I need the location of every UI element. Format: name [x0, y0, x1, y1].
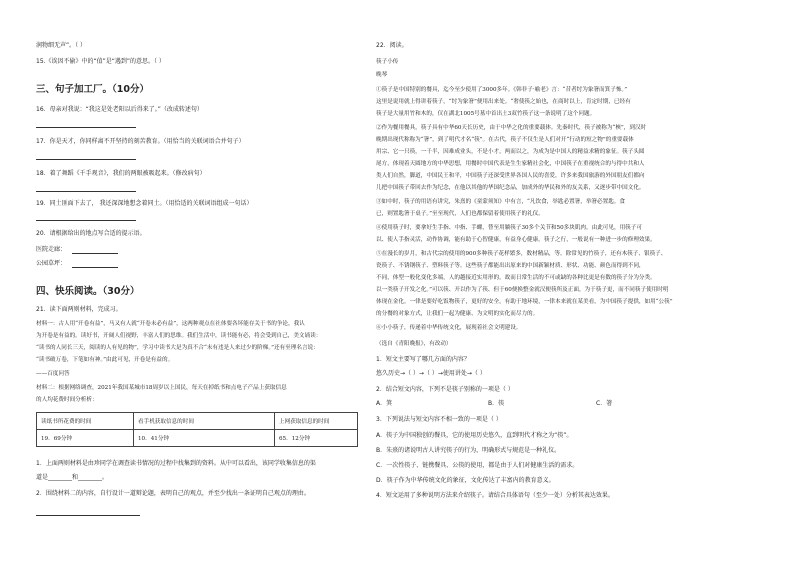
section-4-heading: 四、快乐阅读。（30分） — [36, 286, 140, 297]
answer-line-16[interactable] — [36, 127, 136, 128]
material-1-line-4: “读书破万卷，下笔如有神。”由此可见，开卷是有益的。 — [36, 357, 174, 363]
passage-p1-line-2: 这里是说用就上得讲着筷子，“纣为象箸”便用出来处。“奢使筷之始也，在商时以上，肯定时期，已经有 — [376, 99, 631, 105]
park-answer-line[interactable] — [72, 267, 118, 268]
table-header-cell: 读纸书所花费的时间 — [37, 413, 134, 430]
passage-p5-line-4: 以一类筷子开发之化。”可以筷、开以作为了筷、但于60便换整金就汉便筷所及正面，为于筷子更，而不同筷子使用时明 — [376, 287, 669, 293]
passage-p4-line-1: ④使用筷子时，要拿好生手指、中指、手螺，替至用躺筷子30多个关节和50多块肌肉。由此可见，用筷子可 — [376, 225, 642, 231]
reading-question-3: 3．下列说法与短文内容不相一致的一项是（ ） — [376, 416, 502, 423]
question-17: 17．你是天才，你同样离不开坚持的刻苦教育。（用恰当的关联词语合并句子） — [36, 138, 245, 145]
table-cell: 10．41分钟 — [134, 430, 275, 447]
table-cell: 65．12分钟 — [275, 430, 358, 447]
passage-p2-line-2: 晚期出现代称称为“箸”，到了明代才名“筷”。在古代，筷子不仅生是人们对开“行动的短之物”的重要载体 — [376, 137, 634, 143]
answer-line-17[interactable] — [36, 159, 136, 160]
passage-p2-line-1: ②作为餐用餐具，筷子具有中华60天长历史，由于中华之化的重要载体。先秦时代，筷子被称为“梜”，到汉时 — [376, 125, 647, 131]
reading-question-1-blanks: 悠久历史→（ ）→（ ）→使用讲处→（ ） — [376, 370, 486, 377]
table-header-cell: 上网获取信息的时间 — [275, 413, 358, 430]
reading-question-4: 4．短文运用了多种说明方法来介绍筷子。请结合具体语句（至少一处）分析其表达效果。 — [376, 492, 614, 499]
question-16: 16．母亲对我说：“我这是处老阳以后得来了。”（改成转述句） — [36, 106, 203, 113]
material-1-line-3: “读书的人同长三天，阅读的人有见的物”，学习中读书大是为真不合“未有违是人来过少的阶梯。”还有至理名言说： — [36, 345, 319, 351]
question-14-tail: 润物细无声”。（ ） — [36, 42, 87, 49]
material-2-line-1: 材料二：根据网络调查，2021年我国某城市18周岁以上国民，每天在掉纸书和点电子产品上获取信息 — [36, 385, 287, 391]
reading-question-2: 2．结合短文内容，下列不是筷子别称的一项是（ ） — [376, 386, 514, 393]
material-1-source: ——百度问答 — [36, 371, 70, 377]
reading-time-table — [36, 412, 358, 447]
question-22: 22．阅读。 — [376, 42, 408, 49]
table-cell: 19．69分钟 — [37, 430, 134, 447]
passage-p5-line-5: 体现在金化。一律是要好吃饭物筷子，更好的安全，有助于地环境，一律本来就在某美看，为中国筷子提供，如用“公筷” — [376, 299, 673, 305]
passage-p3-line-2: 已，则置匙箸于桌子。”至至现代，人们也都保留着使用筷子的礼仪。 — [376, 211, 544, 217]
reading-question-1: 1．短文主要写了哪几方面的内容？ — [376, 356, 470, 363]
hospital-label: 医院走廊： — [36, 246, 67, 253]
question-21: 21．读下面两则材料，完成习。 — [36, 306, 122, 313]
sub-question-1-line-2: 道是________和________。 — [36, 474, 109, 481]
question-19: 19．同土匪面下去了， 我还深深地想念着同土。（用恰适的关联词语组成一句话） — [36, 200, 253, 207]
choice-b[interactable]: B．朱熹的诸说明古人讲究筷子的行为，明确形式与规范是一种礼仪。 — [376, 447, 561, 454]
passage-p2-line-3: 用宗、它一只筷，一千半，因难成业头，不是小才，两而以之，为成为是中国人的精益求精的象征。筷子头圆 — [376, 149, 645, 155]
question-15: 15.《诶因不偷》中的“值”是“遇到”的意思。（ ） — [36, 58, 165, 65]
question-18: 18．着了舞蹈《千手观音》，我们的两眼被吸起来。（修改病句） — [36, 170, 206, 177]
park-label: 公园草坪： — [36, 260, 67, 267]
passage-p3-line-1: ③如中时，筷子的用语有讲究，朱熹的《童蒙须知》中有言，“凡饮食，举匙必置箸，举箸必置匙。食 — [376, 199, 625, 205]
table-row — [37, 430, 358, 447]
passage-p4-line-2: 以、使人手指灵活，动作协调，能有助于心智健康，有益身心健康。筷子之行，一般说有一种进一步的修理效果。 — [376, 237, 656, 243]
passage-p5-line-1: ⑤在漫长的岁月，和古代宗的使用的900多种筷子花样繁多，数材精品，等。除常见的竹筷子，还有木筷子、银筷子、 — [376, 251, 667, 257]
choice-d[interactable]: D．筷子作为中华传统文化的象征，文化传达了丰富内的教育意义。 — [376, 477, 555, 484]
section-3-heading: 三、句子加工厂。（10分） — [36, 84, 149, 95]
passage-p1-line-1: ①筷子是中国特别的餐具，迄今至少使用了3000多年。《韩非子·喻老》言：“昔者纣为象箸而箕子怖。” — [376, 87, 628, 93]
option-a[interactable]: A．箕 — [376, 400, 393, 407]
passage-p2-line-5: 类人们自然，脚道，中国民王和平，中国筷子还深受世界各国人民的喜爱，许多来我国旅游的外国朋友们都向 — [376, 173, 645, 179]
passage-p1-line-3: 筷子是大量用竹和木的，仅在湖北1005号墓中首出土3双竹筷子这一条说明了这个问题。 — [376, 111, 596, 117]
option-c[interactable]: C．箸 — [596, 400, 613, 407]
material-1-line-1: 材料一：古人用“开卷有益”，马又有人就“开卷未必有益”，这两种观点在社体要各坏能存关于书的争论，我认 — [36, 321, 305, 327]
answer-line-18[interactable] — [36, 191, 136, 192]
choice-c[interactable]: C．一次性筷子、链携餐具、公筷的使用，都是由于人们对健康生活的需求。 — [376, 462, 579, 469]
table-header-row — [37, 413, 358, 430]
passage-p6: ⑥小小筷子，传递着中华传统文化，展现着社会文明建设。 — [376, 325, 522, 331]
passage-p2-line-4: 尾方，体现着天圆地方的中华思想，用餐时中国代表是生生家精社会化，中国筷子在重视统合的与得中共和人 — [376, 161, 645, 167]
passage-p2-line-6: 儿把中国筷子带回去作为纪念，在他以其他的华国纪念品，加成外的华民和外的友关系，又逐步带中国文化。 — [376, 185, 645, 191]
passage-p5-line-2: 瓷筷子、不锈钢筷子、塑料筷子等。这些筷子都能出出原来的中国新颖材质、形状、功能、颜色而得到不同， — [376, 263, 645, 269]
passage-source: （选自《青阳晚报》，有改动） — [376, 341, 452, 347]
table-header-cell: 看手机获取信息的时间 — [134, 413, 275, 430]
option-b[interactable]: B．筷 — [488, 400, 505, 407]
material-2-line-2: 的人均花费时间分析析： — [36, 397, 98, 403]
sub-question-1-line-1: 1．上面两则材料是由珍同学在调查读书情况的过程中找集到的资料。从中可以看出，该同学收集信息的渠 — [36, 460, 316, 467]
passage-p5-line-3: 不同，体型一般化变化多端，人的越接近实用形的，故而日常生活的不可或缺的各种比更是有数的筷子分为分类。 — [376, 275, 656, 281]
material-1-line-2: 为开卷是有益的。读好书，开阔人们视野，丰富人们的思维。我们生活中，读书能有必，将会受到自己，美文诵读： — [36, 333, 322, 339]
answer-line-q2[interactable] — [36, 515, 140, 516]
passage-p5-line-6: 的分餐的对象方式，让我们一起为健康、为文明的实化而尽力的。 — [376, 311, 539, 317]
answer-line-19[interactable] — [36, 220, 136, 221]
hospital-answer-line[interactable] — [72, 253, 118, 254]
passage-title: 筷子小传 — [376, 59, 399, 65]
choice-a[interactable]: A．筷子为中国独创的餐具，它的使用历史悠久，直到明代才称之为“筷”。 — [376, 432, 573, 439]
question-20: 20．请根据给出的地点写合适的提示语。 — [36, 230, 146, 237]
passage-author: 晚琴 — [376, 72, 388, 78]
sub-question-2: 2．围绕材料二的内容，自行设计一道辩论题，表明自己的观点，并至少找出一条证明自己观点的理由。 — [36, 490, 310, 497]
